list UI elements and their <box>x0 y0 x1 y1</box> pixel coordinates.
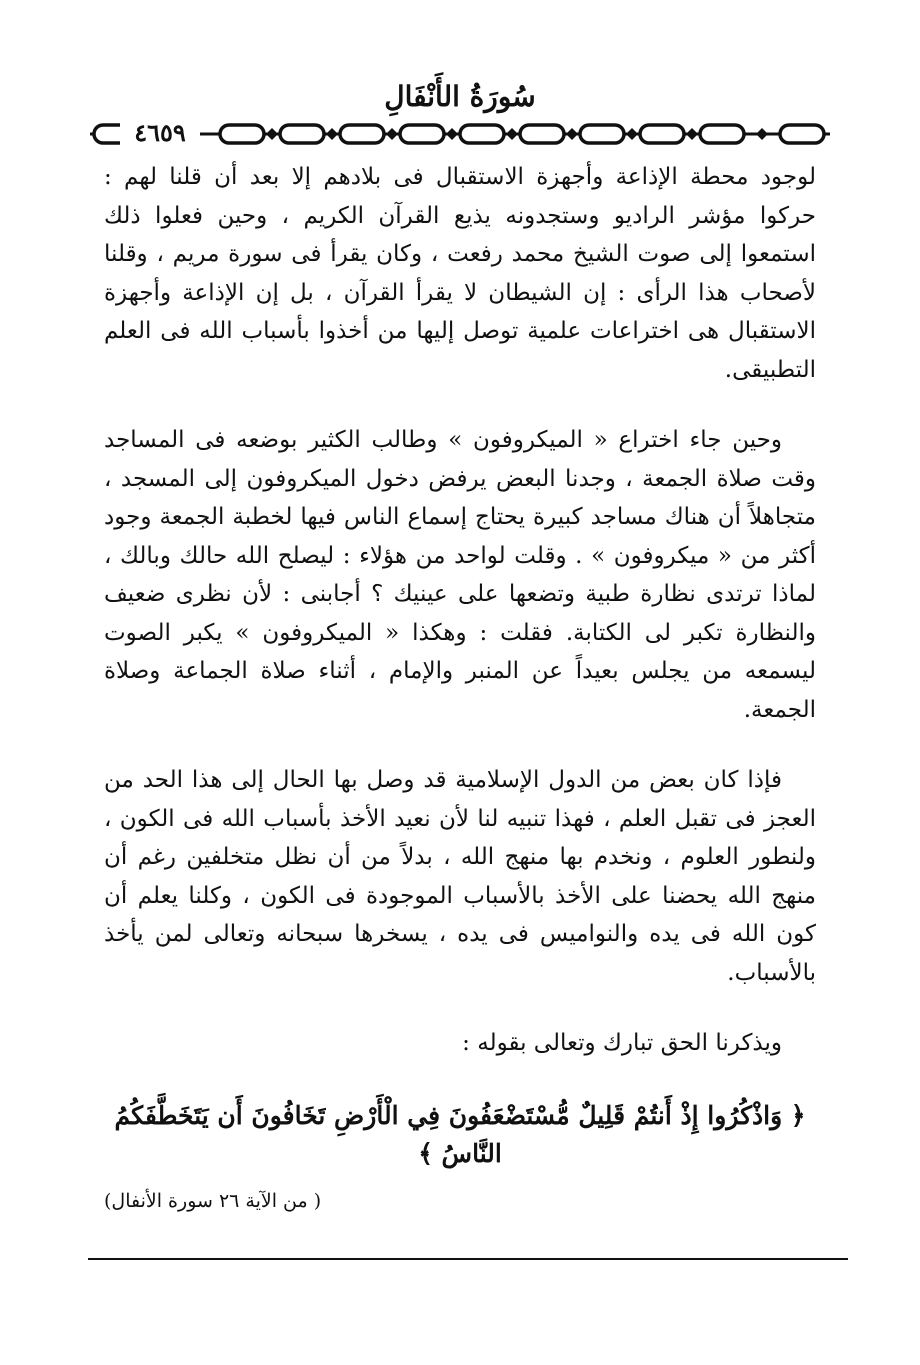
page-number: ٤٦٥٩ <box>120 117 200 149</box>
paragraph-2: وحين جاء اختراع « الميكروفون » وطالب الكثير بوضعه فى المساجد وقت صلاة الجمعة ، وجدنا البعض يرفض دخول الميكروفون إلى المسجد ، متجاهلاً أن هناك مساجد كبيرة يحتاج إسماع الناس فيها لخطبة الجمعة وجود أكثر من « ميكروفون » . وقلت لواحد من هؤلاء : ليصلح الله حالك وبالك ، لماذا ترتدى نظارة طبية وتضعها على عينيك ؟ أجابنى : لأن نظرى ضعيف والنظارة تكبر لى الكتابة. فقلت : وهكذا « الميكروفون » يكبر الصوت ليسمعه من يجلس بعيداً عن المنبر والإمام ، أثناء صلاة الجماعة وصلاة الجمعة. <box>104 427 816 723</box>
surah-title: سُورَةُ الأَنْفَالِ <box>384 80 536 113</box>
footer-rule <box>88 1258 848 1260</box>
page-body <box>104 158 816 1220</box>
paragraph-3: فإذا كان بعض من الدول الإسلامية قد وصل بها الحال إلى هذا الحد من العجز فى تقبل العلم ، فهذا تنبيه لنا لأن نعيد الأخذ بأسباب الله فى الكون ، ولنطور العلوم ، ونخدم بها منهج الله ، بدلاً من أن نظل متخلفين رغم أن منهج الله يحضنا على الأخذ بالأسباب الموجودة فى الكون ، وكلنا يعلم أن كون الله فى يده والنواميس فى يده ، يسخرها سبحانه وتعالى لمن يأخذ بالأسباب. <box>104 767 816 986</box>
paragraph-1: لوجود محطة الإذاعة وأجهزة الاستقبال فى بلادهم إلا بعد أن قلنا لهم : حركوا مؤشر الراديو وستجدونه يذيع القرآن الكريم ، وحين فعلوا ذلك استمعوا إلى صوت الشيخ محمد رفعت ، وكان يقرأ فى سورة مريم ، وقلنا لأصحاب هذا الرأى : إن الشيطان لا يقرأ القرآن ، بل إن الإذاعة وأجهزة الاستقبال هى اختراعات علمية توصل إليها من أخذوا بأسباب الله فى العلم التطبيقى. <box>104 164 816 383</box>
quran-verse: ﴿ وَاذْكُرُوا إِذْ أَنتُمْ قَلِيلٌ مُّسْتَضْعَفُونَ فِي الْأَرْضِ تَخَافُونَ أَن يَتَخَطَّفَكُمُ النَّاسُ ﴾ <box>114 1100 806 1168</box>
verse-reference: ( من الآية ٢٦ سورة الأنفال) <box>104 1189 322 1212</box>
header-ornament-band <box>90 122 830 146</box>
paragraph-4: ويذكرنا الحق تبارك وتعالى بقوله : <box>462 1030 782 1056</box>
